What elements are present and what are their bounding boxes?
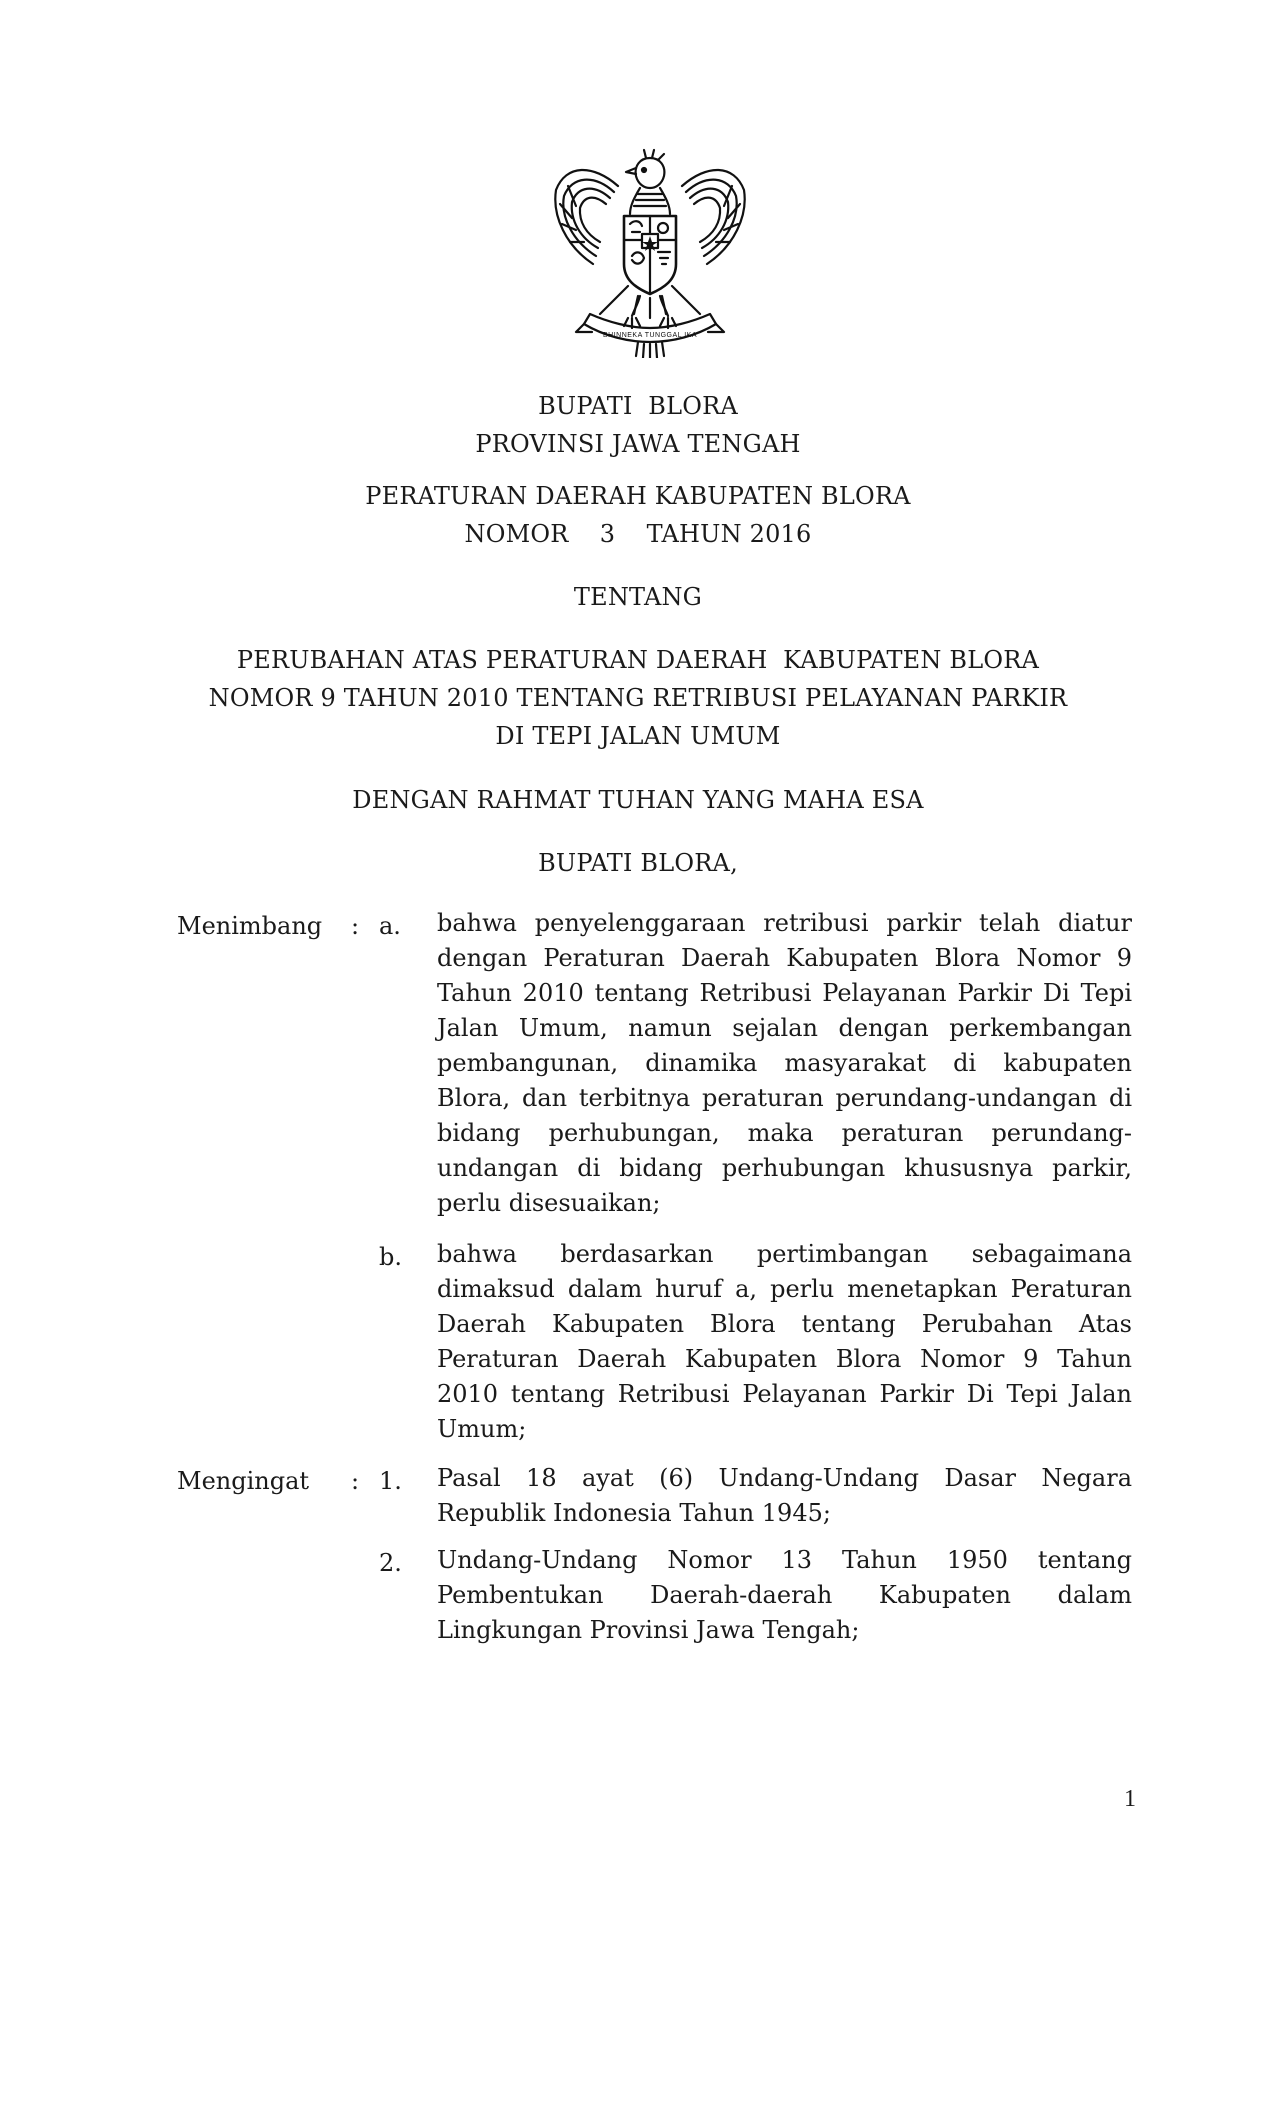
recalling-colon: : <box>351 1467 360 1495</box>
considering-label: Menimbang <box>177 912 323 940</box>
subject-line-2: NOMOR 9 TAHUN 2010 TENTANG RETRIBUSI PELAYANAN PARKIR <box>208 684 1068 712</box>
considering-item-a-text: bahwa penyelenggaraan retribusi parkir telah diatur dengan Peraturan Daerah Kabupaten Blora Nomor 9 Tahun 2010 tentang Retribusi Pelayanan Parkir Di Tepi Jalan Umum, namun sejalan dengan perkembangan pembangunan, dinamika masyarakat di kabupaten Blora, dan terbitnya peraturan perundang-undangan di bidang perhubungan, maka peraturan perundang-undangan di bidang perhubungan khususnya parkir, perlu disesuaikan; <box>437 909 1132 1217</box>
regulation-title: PERATURAN DAERAH KABUPATEN BLORA <box>365 482 911 510</box>
considering-item-b-text: bahwa berdasarkan pertimbangan sebagaimana dimaksud dalam huruf a, perlu menetapkan Peraturan Daerah Kabupaten Blora tentang Perubahan Atas Peraturan Daerah Kabupaten Blora Nomor 9 Tahun 2010 tentang Retribusi Pelayanan Parkir Di Tepi Jalan Umum; <box>437 1240 1132 1443</box>
invocation: DENGAN RAHMAT TUHAN YANG MAHA ESA <box>352 786 924 814</box>
province-title: PROVINSI JAWA TENGAH <box>475 430 801 458</box>
regulation-number: NOMOR 3 TAHUN 2016 <box>464 520 812 548</box>
emblem-motto: BHINNEKA TUNGGAL IKA <box>602 332 698 339</box>
recalling-item-2-marker: 2. <box>379 1549 402 1577</box>
garuda-pancasila-emblem-icon <box>548 146 752 358</box>
subject-line-1: PERUBAHAN ATAS PERATURAN DAERAH KABUPATEN BLORA <box>236 646 1040 674</box>
recalling-label: Mengingat <box>177 1467 310 1495</box>
subject-line-3: DI TEPI JALAN UMUM <box>495 722 781 750</box>
recalling-item-1-marker: 1. <box>379 1467 402 1495</box>
considering-item-b-marker: b. <box>379 1243 402 1271</box>
garuda-emblem-svg <box>548 146 752 358</box>
considering-colon: : <box>351 912 360 940</box>
page-number: 1 <box>1124 1786 1136 1812</box>
issuer-heading: BUPATI BLORA, <box>538 849 738 877</box>
about-label: TENTANG <box>573 583 703 611</box>
recalling-item-2-text: Undang-Undang Nomor 13 Tahun 1950 tentang Pembentukan Daerah-daerah Kabupaten dalam Lingkungan Provinsi Jawa Tengah; <box>437 1546 1132 1644</box>
recalling-item-1-text: Pasal 18 ayat (6) Undang-Undang Dasar Negara Republik Indonesia Tahun 1945; <box>437 1464 1132 1527</box>
considering-item-a-marker: a. <box>379 912 401 940</box>
issuer-title: BUPATI BLORA <box>538 392 738 420</box>
